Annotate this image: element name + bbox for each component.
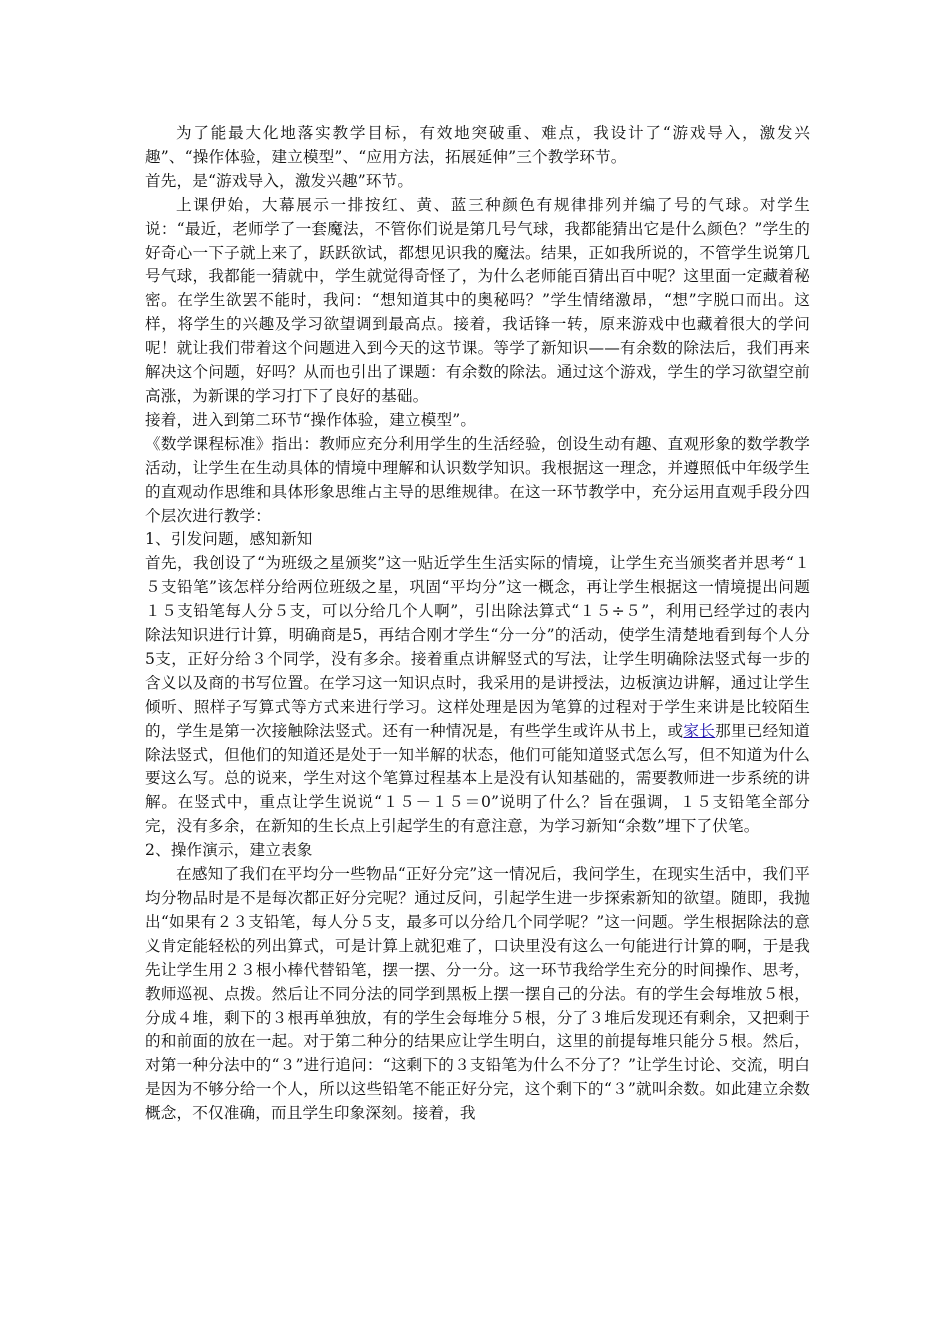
paragraph-text: 为了能最大化地落实教学目标，有效地突破重、难点，我设计了“游戏导入，激发兴趣”、“操作体验，建立模型”、“应用方法，拓展延伸”三个教学环节。 [145, 124, 810, 166]
paragraph-p1 [145, 122, 810, 170]
paragraph-p3 [145, 194, 810, 409]
paragraph-p6 [145, 528, 810, 552]
paragraph-p4 [145, 409, 810, 433]
paragraph-text: 2、操作演示，建立表象 [145, 841, 313, 860]
paragraph-text: 那里已经知道除法竖式，但他们的知道还是处于一知半解的状态，他们可能知道竖式怎么写，但不知道为什么要这么写。总的说来，学生对这个笔算过程基本上是没有认知基础的，需要教师进一步系统的讲解。在竖式中，重点让学生说说“１５－１５＝0”说明了什么？旨在强调，１５支铅笔全部分完，没有多余，在新知的生长点上引起学生的有意注意，为学习新知“余数”埋下了伏笔。 [145, 721, 810, 836]
paragraph-text: 接着，进入到第二环节“操作体验，建立模型”。 [145, 410, 477, 429]
paragraph-text: 《数学课程标准》指出：教师应充分利用学生的生活经验，创设生动有趣、直观形象的数学教学活动，让学生在生动具体的情境中理解和认识数学知识。我根据这一理念，并遵照低中年级学生的直观动作思维和具体形象思维占主导的思维规律。在这一环节教学中，充分运用直观手段分四个层次进行教学： [145, 434, 810, 525]
paragraph-text: 首先，我创设了“为班级之星颁奖”这一贴近学生生活实际的情境，让学生充当颁奖者并思考“１５支铅笔”该怎样分给两位班级之星，巩固“平均分”这一概念，再让学生根据这一情境提出问题１５支铅笔每人分５支，可以分给几个人啊”，引出除法算式“１５÷５”，利用已经学过的表内除法知识进行计算，明确商是5，再结合刚才学生“分一分”的活动，使学生清楚地看到每个人分5支，正好分给３个同学，没有多余。接着重点讲解竖式的写法，让学生明确除法竖式每一步的含义以及商的书写位置。在学习这一知识点时，我采用的是讲授法，边板演边讲解，通过让学生倾听、照样子写算式等方式来进行学习。这样处理是因为笔算的过程对于学生来讲是比较陌生的，学生是第一次接触除法竖式。还有一种情况是，有些学生或许从书上，或 [145, 554, 810, 740]
paragraph-p5 [145, 433, 810, 529]
paragraph-p2 [145, 170, 810, 194]
paragraph-p7 [145, 552, 810, 839]
paragraph-text: 1、引发问题，感知新知 [145, 530, 313, 549]
paragraph-text: 在感知了我们在平均分一些物品“正好分完”这一情况后，我问学生，在现实生活中，我们平均分物品时是不是每次都正好分完呢？通过反问，引起学生进一步探索新知的欲望。随即，我抛出“如果有２３支铅笔，每人分５支，最多可以分给几个同学呢？”这一问题。学生根据除法的意义肯定能轻松的列出算式，可是计算上就犯难了，口诀里没有这么一句能进行计算的啊，于是我先让学生用２３根小棒代替铅笔，摆一摆、分一分。这一环节我给学生充分的时间操作、思考，教师巡视、点拨。然后让不同分法的同学到黑板上摆一摆自己的分法。有的学生会每堆放５根，分成４堆，剩下的３根再单独放，有的学生会每堆分５根，分了３堆后发现还有剩余，又把剩于的和前面的放在一起。对于第二种分的结果应让学生明白，这里的前提每堆只能分５根。然后，对第一种分法中的“３”进行追问：“这剩下的３支铅笔为什么不分了？”让学生讨论、交流，明白是因为不够分给一个人，所以这些铅笔不能正好分完，这个剩下的“３”就叫余数。如此建立余数概念，不仅准确，而且学生印象深刻。接着，我 [145, 865, 810, 1123]
paragraph-text: 首先，是“游戏导入，激发兴趣”环节。 [145, 171, 414, 190]
link-parent[interactable]: 家长 [683, 721, 716, 740]
document-page [145, 122, 810, 1126]
paragraph-p8 [145, 839, 810, 863]
paragraph-p9 [145, 863, 810, 1126]
paragraph-text: 上课伊始，大幕展示一排按红、黄、蓝三种颜色有规律排列并编了号的气球。对学生说：“最近，老师学了一套魔法，不管你们说是第几号气球，我都能猜出它是什么颜色？”学生的好奇心一下子就上来了，跃跃欲试，都想见识我的魔法。结果，正如我所说的，不管学生说第几号气球，我都能一猜就中，学生就觉得奇怪了，为什么老师能百猜出百中呢？这里面一定藏着秘密。在学生欲罢不能时，我问：“想知道其中的奥秘吗？”学生情绪激昂，“想”字脱口而出。这样，将学生的兴趣及学习欲望调到最高点。接着，我话锋一转，原来游戏中也藏着很大的学问呢！就让我们带着这个问题进入到今天的这节课。等学了新知识——有余数的除法后，我们再来解决这个问题，好吗？从而也引出了课题：有余数的除法。通过这个游戏，学生的学习欲望空前高涨，为新课的学习打下了良好的基础。 [145, 195, 810, 405]
